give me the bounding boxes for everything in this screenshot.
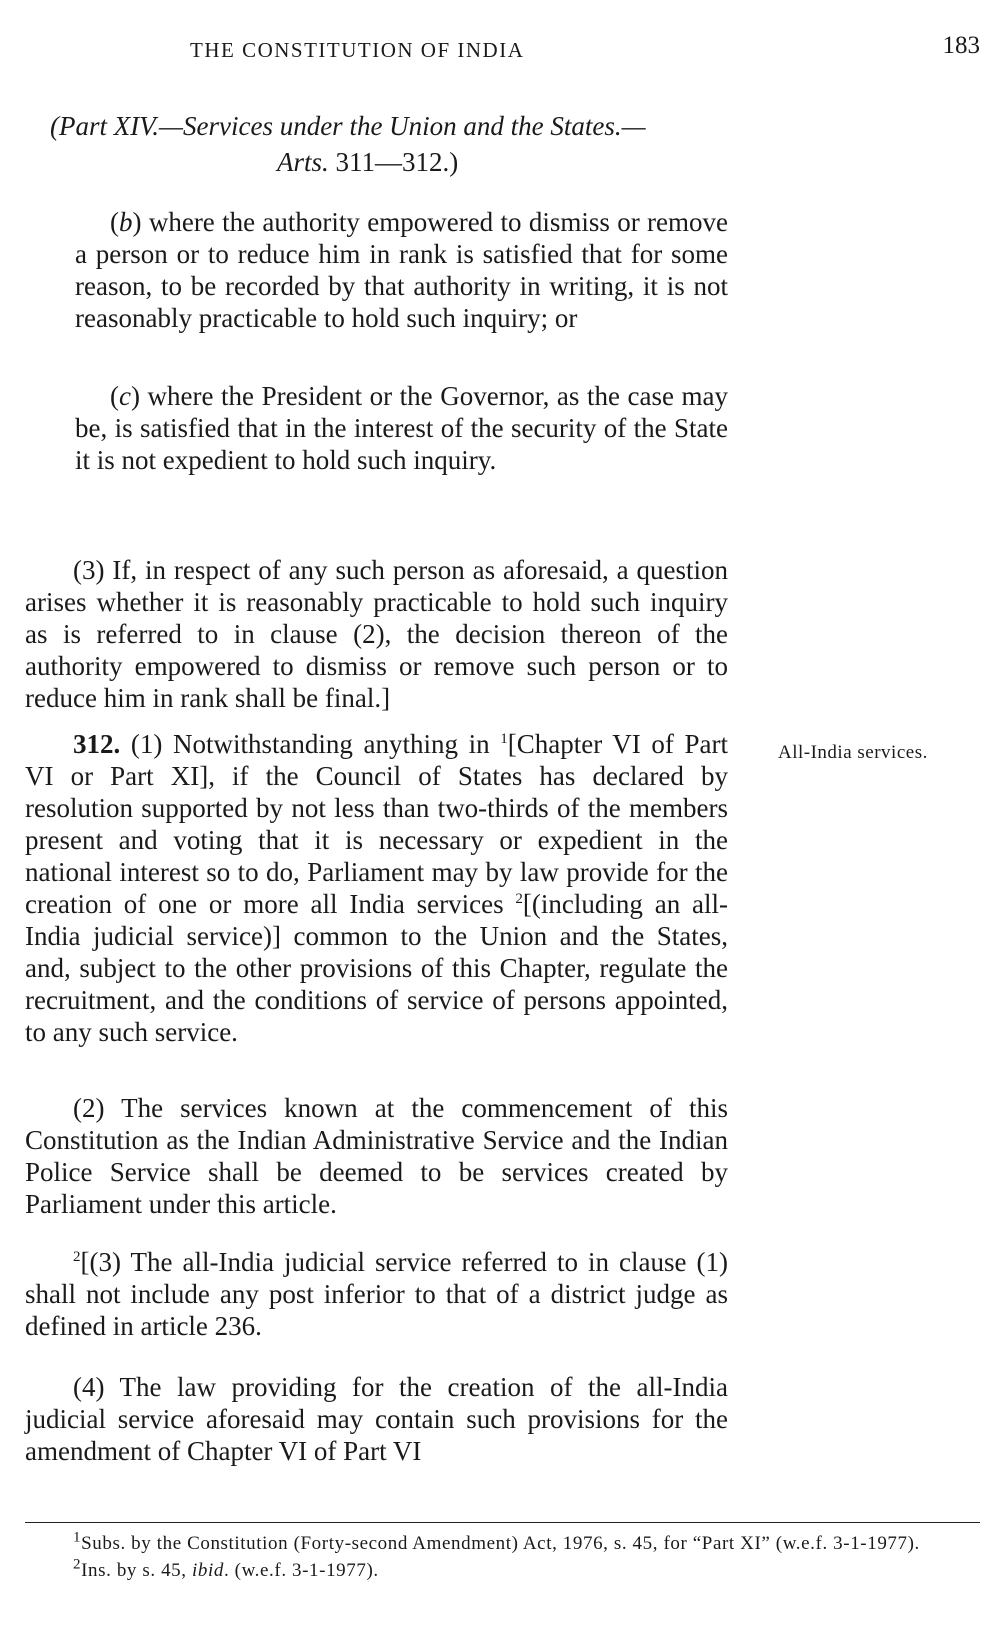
page-number: 183 — [942, 32, 980, 59]
article-312-text-b: [Chapter VI of Part VI or Part XI], if the Council of States has declared by resolution supported by not less than two-thirds of the members present and voting that it is necessary or expedient in the national interest so to do, Parliament may by law provide for the creation of one or more all India services — [25, 729, 728, 919]
clause-b-close-paren: ) — [132, 207, 142, 237]
part-heading-line2 — [50, 144, 700, 180]
clause-c — [75, 380, 728, 476]
clause-b-text: where the authority empowered to dismiss or remove a person or to reduce him in rank is satisfied that for some reason, to be recorded by that authority in writing, it is not reasonably practicable to hold such inquiry; or — [75, 207, 728, 333]
footnote-1-text: Subs. by the Constitution (Forty-second Amendment) Act, 1976, s. 45, for “Part XI” (w.e.f. 3-1-1977). — [81, 1533, 920, 1554]
article-312-clause-1 — [25, 728, 728, 1048]
footnote-ref-2b: 2 — [73, 1249, 81, 1265]
footnote-2-marker: 2 — [73, 1556, 82, 1573]
footnote-ref-1: 1 — [500, 731, 508, 747]
article-number: 312. — [73, 729, 121, 759]
footnote-2 — [25, 1557, 980, 1584]
footnote-ref-2: 2 — [515, 891, 523, 907]
clause-c-close-paren: ) — [130, 381, 140, 411]
footnote-2-text-b: . (w.e.f. 3-1-1977). — [223, 1560, 379, 1581]
footnote-2-ibid: ibid — [191, 1560, 224, 1581]
article-312-paragraph — [25, 728, 728, 1048]
article-312-clause-3 — [25, 1246, 728, 1342]
article-312-clause-4 — [25, 1371, 728, 1467]
footnote-divider — [25, 1522, 980, 1523]
footnote-1-marker: 1 — [73, 1529, 82, 1546]
clause-c-paragraph — [75, 380, 728, 476]
clause-c-letter: c — [119, 381, 131, 411]
clause-b-letter: b — [119, 207, 133, 237]
clause-c-open-paren: ( — [110, 381, 119, 411]
clause-312-2-text: (2) The services known at the commencement of this Constitution as the Indian Administrative Service and the Indian Police Service shall be deemed to be services created by Parliament under this article. — [25, 1093, 728, 1219]
footnote-1 — [25, 1530, 980, 1557]
article-312-text-c: [(including an all-India judicial service)] common to the Union and the States, and, subject to the other provisions of this Chapter, regulate the recruitment, and the conditions of service of persons appointed, to any such service. — [25, 889, 729, 1047]
clause-3-text: (3) If, in respect of any such person as aforesaid, a question arises whether it is reasonably practicable to hold such inquiry as is referred to in clause (2), the decision thereon of the authority empowered to dismiss or remove such person or to reduce him in rank shall be final.] — [25, 555, 728, 713]
clause-b-paragraph — [75, 206, 728, 334]
clause-3 — [25, 554, 728, 714]
running-header-title: THE CONSTITUTION OF INDIA — [190, 38, 525, 62]
footnotes — [25, 1530, 980, 1584]
clause-312-3-paragraph — [25, 1246, 728, 1342]
clause-312-4-text: (4) The law providing for the creation of the all-India judicial service aforesaid may contain such provisions for the amendment of Chapter VI of Part VI — [25, 1372, 728, 1466]
margin-note: All-India services. — [778, 742, 928, 763]
part-heading-article-range: 311—312.) — [335, 147, 459, 177]
part-heading — [50, 108, 700, 180]
footnote-2-text-a: Ins. by s. 45, — [81, 1560, 192, 1581]
part-heading-arts-label: Arts. — [277, 147, 329, 177]
article-312-clause-2 — [25, 1092, 728, 1220]
clause-c-text: where the President or the Governor, as the case may be, is satisfied that in the interest of the security of the State it is not expedient to hold such inquiry. — [75, 381, 728, 475]
part-heading-line1: (Part XIV.—Services under the Union and the States.— — [50, 111, 646, 141]
article-312-text-a: (1) Notwithstanding anything in — [120, 729, 501, 759]
clause-312-3-text: [(3) The all-India judicial service referred to in clause (1) shall not include any post inferior to that of a district judge as defined in article 236. — [25, 1247, 728, 1341]
clause-b — [75, 206, 728, 334]
clause-b-open-paren: ( — [110, 207, 119, 237]
